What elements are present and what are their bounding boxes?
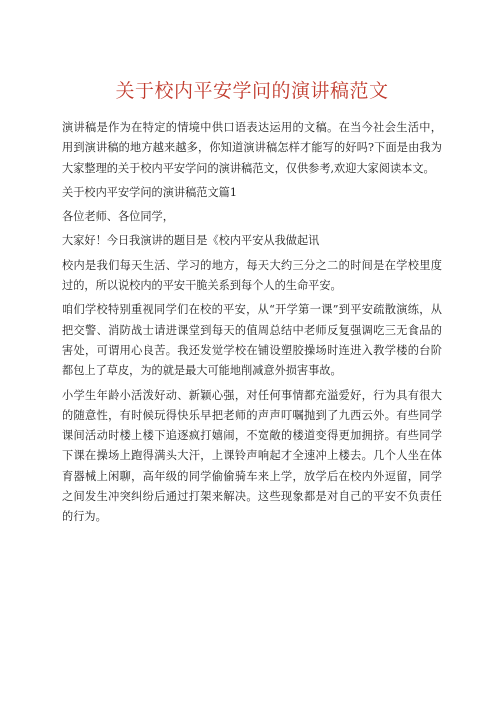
body-paragraph: 小学生年龄小活泼好动、新颖心强，对任何事情都充溢爱好，行为具有很大的随意性，有时候玩得快乐早把老师的声声叮嘱抛到了九西云外。有些同学课间活动时楼上楼下追逐疯打嬉闹，不宽敞的楼道变得更加拥挤。有些同学下课在操场上跑得满头大汗，上课铃声响起才全速冲上楼去。几个人坐在体育器械上闲聊，高年级的同学偷偷骑车来上学，放学后在校内外逗留，同学之间发生冲突纠纷后通过打架来解决。这些现象都是对自己的平安不负责任的行为。: [62, 388, 442, 524]
greeting-paragraph: 大家好！今日我演讲的题目是《校内平安从我做起讯: [62, 234, 320, 248]
section-heading: 关于校内平安学问的演讲稿范文篇1: [62, 185, 237, 199]
document-body: [62, 118, 442, 528]
body-paragraph: 校内是我们每天生活、学习的地方，每天大约三分之二的时间是在学校里度过的，所以说校内的平安干脆关系到每个人的生命平安。: [62, 258, 442, 293]
body-paragraph: 咱们学校特别重视同学们在校的平安，从“开学第一课”到平安疏散演练，从把交警、消防战士请进课堂到每天的值周总结中老师反复强调吃三无食品的害处，可谓用心良苦。我还发觉学校在铺设塑胶操场时连进入教学楼的台阶都包上了草皮，为的就是最大可能地削减意外损害事故。: [62, 303, 442, 378]
document-title: 关于校内平安学问的演讲稿范文: [115, 80, 389, 102]
intro-paragraph: 演讲稿是作为在特定的情境中供口语表达运用的文稿。在当今社会生活中，用到演讲稿的地方越来越多，你知道演讲稿怎样才能写的好吗?下面是由我为大家整理的关于校内平安学问的演讲稿范文，仅供参考,欢迎大家阅读本文。: [62, 121, 442, 175]
salutation: 各位老师、各位同学，: [62, 210, 174, 224]
